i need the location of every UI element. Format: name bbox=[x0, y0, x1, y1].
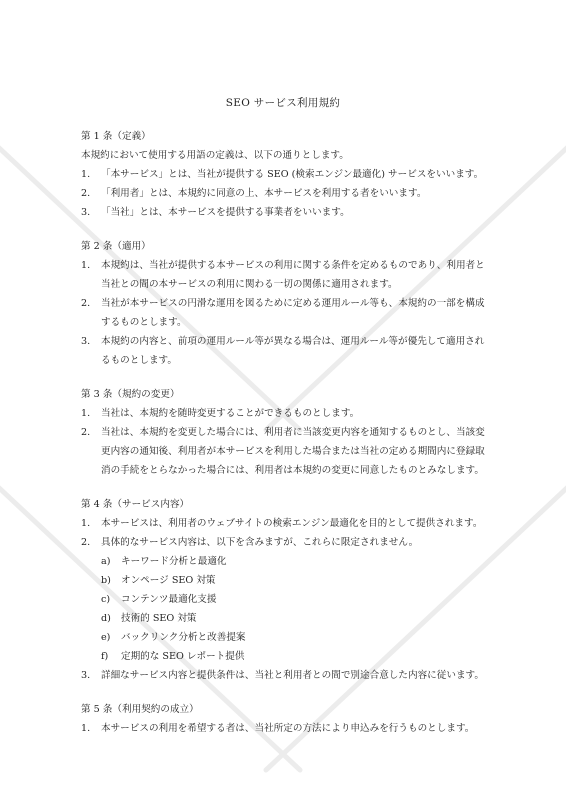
list-item bbox=[81, 404, 493, 423]
item-text: 本サービスの利用を希望する者は、当社所定の方法により申込みを行うものとします。 bbox=[101, 723, 475, 734]
section-spacer bbox=[81, 370, 493, 385]
sub-item-letter: d) bbox=[101, 613, 111, 624]
sub-list-item bbox=[81, 628, 493, 647]
sub-list-item bbox=[81, 552, 493, 571]
section-2 bbox=[81, 237, 493, 370]
item-text: 詳細なサービス内容と提供条件は、当社と利用者との間で別途合意した内容に従います。 bbox=[101, 670, 484, 681]
list-item bbox=[81, 423, 493, 480]
section-spacer bbox=[81, 480, 493, 495]
list-item bbox=[81, 203, 493, 222]
sub-list-item bbox=[81, 571, 493, 590]
section-heading: 第 2 条（適用） bbox=[81, 241, 151, 252]
item-number: 3. bbox=[81, 207, 91, 218]
sub-item-letter: c) bbox=[101, 594, 111, 605]
item-text: 当社が本サービスの円滑な運用を図るために定める運用ルール等も、本規約の一部を構成するものとします。 bbox=[101, 298, 485, 328]
sub-item-letter: e) bbox=[101, 632, 111, 643]
sub-list-item bbox=[81, 590, 493, 609]
sub-list-item bbox=[81, 647, 493, 666]
sub-item-text: バックリンク分析と改善提案 bbox=[121, 632, 246, 643]
sub-item-letter: b) bbox=[101, 575, 111, 586]
item-text: 本規約の内容と、前項の運用ルール等が異なる場合は、運用ルール等が優先して適用されるものとします。 bbox=[101, 336, 485, 366]
sub-item-text: 定期的な SEO レポート提供 bbox=[121, 651, 245, 662]
sub-list-item bbox=[81, 609, 493, 628]
item-number: 2. bbox=[81, 298, 91, 309]
section-heading: 第 3 条（規約の変更） bbox=[81, 389, 180, 400]
item-text: 「当社」とは、本サービスを提供する事業者をいいます。 bbox=[101, 207, 350, 218]
item-number: 3. bbox=[81, 670, 91, 681]
list-item bbox=[81, 184, 493, 203]
item-number: 1. bbox=[81, 723, 91, 734]
section-1 bbox=[81, 127, 493, 222]
list-item bbox=[81, 256, 493, 294]
item-number: 3. bbox=[81, 336, 91, 347]
section-5 bbox=[81, 700, 493, 738]
item-text: 本規約は、当社が提供する本サービスの利用に関する条件を定めるものであり、利用者と当社との間の本サービスの利用に関わる一切の関係に適用されます。 bbox=[101, 260, 485, 290]
item-number: 2. bbox=[81, 537, 91, 548]
item-number: 1. bbox=[81, 260, 91, 271]
list-item bbox=[81, 719, 493, 738]
item-text: 当社は、本規約を随時変更することができるものとします。 bbox=[101, 408, 360, 419]
section-spacer bbox=[81, 222, 493, 237]
section-intro: 本規約において使用する用語の定義は、以下の通りとします。 bbox=[81, 150, 349, 161]
list-item bbox=[81, 332, 493, 370]
list-item bbox=[81, 294, 493, 332]
item-number: 1. bbox=[81, 408, 91, 419]
item-text: 「本サービス」とは、当社が提供する SEO (検索エンジン最適化) サービスをいいます。 bbox=[101, 169, 484, 180]
sub-item-letter: f) bbox=[101, 651, 109, 662]
section-heading: 第 1 条（定義） bbox=[81, 131, 151, 142]
document-body bbox=[81, 127, 493, 738]
sub-item-text: オンページ SEO 対策 bbox=[121, 575, 216, 586]
item-number: 1. bbox=[81, 518, 91, 529]
document-title: SEO サービス利用規約 bbox=[225, 97, 341, 109]
item-number: 1. bbox=[81, 169, 91, 180]
sub-item-text: キーワード分析と最適化 bbox=[121, 556, 227, 567]
sub-item-letter: a) bbox=[101, 556, 111, 567]
sub-item-text: 技術的 SEO 対策 bbox=[121, 613, 197, 624]
sub-item-text: コンテンツ最適化支援 bbox=[121, 594, 217, 605]
section-heading: 第 5 条（利用契約の成立） bbox=[81, 704, 199, 715]
section-4 bbox=[81, 495, 493, 685]
item-text: 当社は、本規約を変更した場合には、利用者に当該変更内容を通知するものとし、当該変更内容の通知後、利用者が本サービスを利用した場合または当社の定める期間内に登録取消の手続をとらなかった場合には、利用者は本規約の変更に同意したものとみなします。 bbox=[101, 427, 485, 476]
list-item bbox=[81, 165, 493, 184]
item-number: 2. bbox=[81, 188, 91, 199]
item-text: 具体的なサービス内容は、以下を含みますが、これらに限定されません。 bbox=[101, 537, 419, 548]
item-text: 本サービスは、利用者のウェブサイトの検索エンジン最適化を目的として提供されます。 bbox=[101, 518, 483, 529]
item-number: 2. bbox=[81, 427, 91, 438]
section-spacer bbox=[81, 685, 493, 700]
list-item bbox=[81, 514, 493, 533]
list-item bbox=[81, 666, 493, 685]
section-heading: 第 4 条（サービス内容） bbox=[81, 499, 190, 510]
list-item bbox=[81, 533, 493, 552]
item-text: 「利用者」とは、本規約に同意の上、本サービスを利用する者をいいます。 bbox=[101, 188, 427, 199]
section-3 bbox=[81, 385, 493, 480]
